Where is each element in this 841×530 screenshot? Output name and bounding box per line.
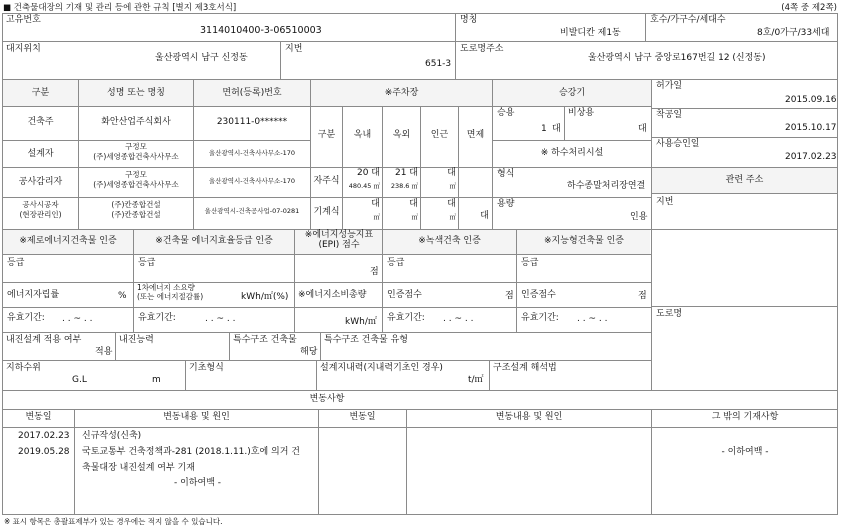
approval-date-label: 사용승인일 <box>656 139 700 149</box>
primary-energy-sublabel: (또는 에너지절감률) <box>137 292 204 301</box>
self-sufficiency-unit: % <box>118 291 127 301</box>
self-sufficiency-label: 에너지자립률 <box>7 290 60 300</box>
owner-name: 화안산업주식회사 <box>101 117 171 127</box>
primary-energy-label: 1차에너지 소요량 <box>137 283 195 292</box>
change-date-header-2: 변동일 <box>349 412 376 422</box>
unique-no-value: 3114010400-3-06510003 <box>200 25 322 36</box>
start-date-value: 2015.10.17 <box>785 123 837 133</box>
mech-outdoor-count: 대 <box>409 199 418 209</box>
mech-parking-label: 기계식 <box>313 207 340 217</box>
people-col-license: 면허(등록)번호 <box>222 88 282 98</box>
contractor-label: 공사시공자 <box>22 200 59 209</box>
people-col-role: 구분 <box>31 88 50 98</box>
site-manager-label: (현장관리인) <box>19 210 62 219</box>
self-near-count: 대 <box>447 168 456 178</box>
change-text-2-continued: 축물대장 내진설계 여부 기재 <box>82 463 195 473</box>
site-manager-name: (주)칸종합건설 <box>111 210 161 219</box>
approval-date-value: 2017.02.23 <box>785 152 837 162</box>
groundwater-label: 지하수위 <box>6 363 41 373</box>
smart-valid-label: 유효기간: <box>521 313 559 323</box>
zero-energy-title: ※제로에너지건축물 인증 <box>19 236 117 246</box>
designer-license: 울산광역시-건축사사무소-170 <box>208 149 296 157</box>
building-name-label: 명칭 <box>460 15 478 25</box>
households-value: 8호/0가구/33세대 <box>757 28 830 38</box>
groundwater-value: G.L <box>72 375 87 385</box>
seismic-design-value: 적용 <box>95 347 113 357</box>
change-history-title: 변동사항 <box>309 394 345 404</box>
green-score-label: 인증점수 <box>387 290 422 300</box>
parking-col-label: 구분 <box>317 130 336 140</box>
supervisor-firm: (주)세영종합건축사사무소 <box>93 180 179 189</box>
people-col-name: 성명 또는 명칭 <box>107 88 165 98</box>
change-content-header-2: 변동내용 및 원인 <box>495 412 563 422</box>
bearing-capacity-unit: t/㎡ <box>468 375 484 385</box>
change-date-1: 2017.02.23 <box>18 431 70 441</box>
green-grade-label: 등급 <box>387 258 405 268</box>
mech-near-count: 대 <box>447 199 456 209</box>
sewage-type-value: 하수종말처리장연결 <box>567 181 646 191</box>
supervisor-label: 공사감리자 <box>18 177 63 187</box>
mech-outdoor-area: ㎡ <box>411 213 418 221</box>
designer-label: 설계자 <box>27 149 54 159</box>
road-address-value: 울산광역시 남구 중앙로167번길 12 (신정동) <box>588 53 766 63</box>
owner-license: 230111-0****** <box>216 117 288 127</box>
parking-outdoor-label: 옥외 <box>392 130 411 140</box>
efficiency-valid-label: 유효기간: <box>138 313 176 323</box>
sewage-title: ※ 하수처리시설 <box>540 148 604 158</box>
mech-near-area: ㎡ <box>449 213 456 221</box>
smart-score-label: 인증점수 <box>521 290 556 300</box>
owner-label: 건축주 <box>27 117 54 127</box>
designer-name: 구정모 <box>125 142 147 151</box>
efficiency-valid-period: . . ~ . . <box>205 314 236 324</box>
unique-no-label: 고유번호 <box>6 15 41 25</box>
self-parking-label: 자주식 <box>313 176 340 186</box>
zero-valid-period: . . ~ . . <box>62 314 93 324</box>
seismic-capacity-label: 내진능력 <box>119 335 154 345</box>
zero-valid-label: 유효기간: <box>7 313 45 323</box>
other-notes-end-mark: - 이하여백 - <box>721 447 769 457</box>
self-near-area: ㎡ <box>449 182 456 190</box>
special-structure-label: 특수구조 건축물 <box>233 335 297 345</box>
related-lot-label: 지번 <box>656 197 674 207</box>
self-outdoor-area: 238.6 ㎡ <box>390 182 418 190</box>
change-date-header: 변동일 <box>25 412 52 422</box>
parking-near-label: 인근 <box>430 130 449 140</box>
zero-energy-grade-label: 등급 <box>7 258 25 268</box>
epi-score-unit: 점 <box>370 267 379 277</box>
energy-efficiency-title: ※건축물 에너지효율등급 인증 <box>155 236 273 246</box>
parking-exempt-label: 면제 <box>466 130 485 140</box>
change-end-mark: - 이하여백 - <box>174 478 221 488</box>
energy-consumption-unit: kWh/㎡ <box>345 317 377 327</box>
smart-score-unit: 점 <box>638 291 647 301</box>
change-text-2: 국토교통부 건축정책과-281 (2018.1.11.)호에 의거 건 <box>82 447 300 457</box>
sewage-capacity-label: 용량 <box>497 199 515 209</box>
change-text-1: 신규작성(신축) <box>82 431 142 441</box>
green-score-unit: 점 <box>505 291 514 301</box>
elevator-title: 승강기 <box>558 88 586 98</box>
self-indoor-area: 480.45 ㎡ <box>348 182 380 190</box>
other-notes-header: 그 밖의 기재사항 <box>711 412 779 422</box>
efficiency-grade-label: 등급 <box>138 258 156 268</box>
sewage-type-label: 형식 <box>497 169 515 179</box>
mech-indoor-area: ㎡ <box>373 213 380 221</box>
sewage-capacity-unit: 인용 <box>630 212 648 222</box>
permit-date-label: 허가일 <box>656 81 683 91</box>
special-structure-type-label: 특수구조 건축물 유형 <box>324 335 408 345</box>
parking-indoor-label: 옥내 <box>353 130 372 140</box>
start-date-label: 착공일 <box>656 110 683 120</box>
related-address-title: 관련 주소 <box>725 175 764 185</box>
special-structure-value: 해당 <box>300 347 318 357</box>
road-address-label: 도로명주소 <box>460 44 504 54</box>
site-location-label: 대지위치 <box>6 44 41 54</box>
contractor-name: (주)칸종합건설 <box>111 200 161 209</box>
permit-date-value: 2015.09.16 <box>785 95 837 105</box>
emergency-elevator-label: 비상용 <box>568 108 595 118</box>
smart-valid-period: . . ~ . . <box>577 314 608 324</box>
passenger-elevator-value: 1 <box>541 124 547 134</box>
contractor-license: 울산광역시-건축공사업-07-0281 <box>204 207 300 215</box>
green-building-title: ※녹색건축 인증 <box>418 236 481 246</box>
primary-energy-unit: kWh/㎡(%) <box>241 292 289 302</box>
passenger-elevator-unit: 대 <box>552 124 561 134</box>
seismic-design-label: 내진설계 적용 여부 <box>6 335 82 345</box>
footer-note: ※ 표시 항목은 총괄표제부가 있는 경우에는 적지 않을 수 있습니다. <box>4 517 223 526</box>
related-road-label: 도로명 <box>656 309 683 319</box>
passenger-elevator-label: 승용 <box>497 108 515 118</box>
change-date-2: 2019.05.28 <box>18 447 70 457</box>
building-name-value: 비발디칸 제1동 <box>560 28 621 38</box>
energy-consumption-label: ※에너지소비총량 <box>298 290 367 300</box>
mech-indoor-count: 대 <box>371 199 380 209</box>
lot-number-label: 지번 <box>285 44 303 54</box>
groundwater-unit: m <box>152 375 161 385</box>
emergency-elevator-unit: 대 <box>638 124 647 134</box>
change-content-header: 변동내용 및 원인 <box>163 412 230 422</box>
parking-title: ※주차장 <box>384 88 419 98</box>
self-indoor-count: 20 대 <box>356 168 380 178</box>
form-title: ■ 건축물대장의 기재 및 관리 등에 관한 규칙 [별지 제3호서식] <box>3 3 237 13</box>
designer-firm: (주)세영종합건축사사무소 <box>93 152 179 161</box>
form-header <box>0 0 841 12</box>
green-valid-period: . . ~ . . <box>443 314 474 324</box>
site-location-value: 울산광역시 남구 신정동 <box>155 53 248 63</box>
exempt-count: 대 <box>480 211 489 221</box>
epi-score-title: ※에너지성능지표(EPI) 점수 <box>304 230 374 250</box>
page-indicator: (4쪽 중 제2쪽) <box>781 3 837 13</box>
bearing-capacity-label: 설계지내력(지내력기초인 경우) <box>320 363 443 373</box>
green-valid-label: 유효기간: <box>387 313 425 323</box>
foundation-type-label: 기초형식 <box>189 363 224 373</box>
structural-analysis-label: 구조설계 해석법 <box>493 363 557 373</box>
self-outdoor-count: 21 대 <box>394 168 418 178</box>
lot-number-value: 651-3 <box>425 59 452 69</box>
smart-building-title: ※지능형건축물 인증 <box>544 236 624 246</box>
smart-grade-label: 등급 <box>521 258 539 268</box>
households-label: 호수/가구수/세대수 <box>650 15 726 25</box>
supervisor-name: 구정모 <box>125 170 147 179</box>
supervisor-license: 울산광역시-건축사사무소-170 <box>208 177 296 185</box>
